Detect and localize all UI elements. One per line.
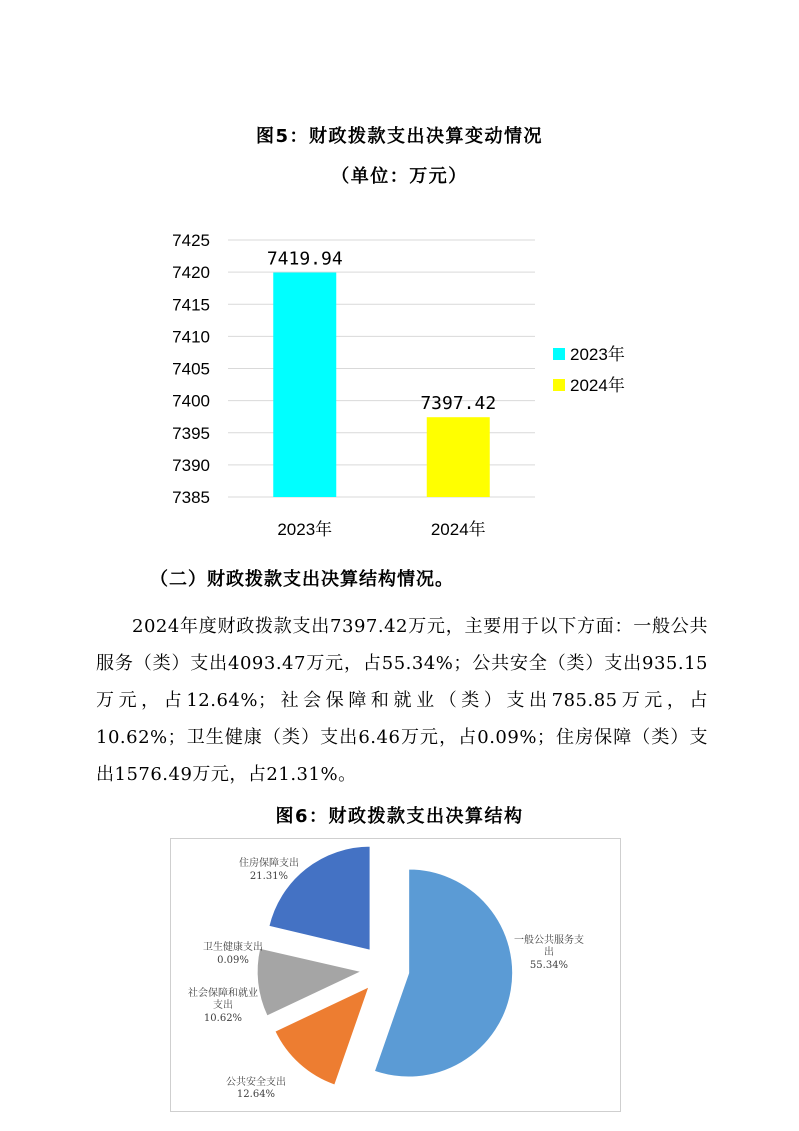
bar-chart <box>150 220 650 540</box>
y-tick-label: 7420 <box>172 263 210 283</box>
pie-slices <box>257 846 513 1085</box>
y-tick-label: 7385 <box>172 488 210 507</box>
figure6-title: 图6：财政拨款支出决算结构 <box>275 806 524 827</box>
pct-social: 10.62% <box>203 1013 243 1024</box>
y-tick-label: 7390 <box>172 455 210 475</box>
label-health: 卫生健康支出 <box>203 942 263 953</box>
y-tick-label: 7410 <box>172 327 210 347</box>
y-tick-label: 7425 <box>172 231 210 250</box>
legend-swatch <box>553 379 565 391</box>
label-social-2: 支出 <box>213 1000 233 1011</box>
y-tick-label: 7400 <box>172 391 210 411</box>
slice-一般公共服务支出 <box>374 869 512 1077</box>
figure5-unit: （单位：万元） <box>331 166 468 187</box>
bars <box>273 273 490 497</box>
legend-label: 2024年 <box>570 376 625 395</box>
label-security: 公共安全支出 <box>226 1077 286 1088</box>
bar-2024年 <box>427 417 490 497</box>
label-social-1: 社会保障和就业 <box>188 988 258 999</box>
data-label: 7419.94 <box>266 248 343 270</box>
bar-2023年 <box>273 273 336 497</box>
label-housing: 住房保障支出 <box>239 858 299 869</box>
x-axis-ticks <box>277 519 485 539</box>
pie-chart <box>171 839 620 1111</box>
x-tick-label: 2023年 <box>277 520 333 539</box>
x-tick-label: 2024年 <box>430 520 486 539</box>
section-heading: （二）财政拨款支出决算结构情况。 <box>150 569 454 590</box>
pct-housing: 21.31% <box>249 871 289 882</box>
legend-label: 2023年 <box>570 345 625 364</box>
y-axis-ticks <box>172 231 210 507</box>
pct-health: 0.09% <box>217 955 249 966</box>
y-tick-label: 7395 <box>172 423 210 443</box>
pie-chart-frame <box>170 838 621 1112</box>
y-tick-label: 7415 <box>172 295 210 315</box>
pct-security: 12.64% <box>236 1089 276 1100</box>
legend-swatch <box>553 348 565 360</box>
legend <box>553 344 625 395</box>
label-general-2: 出 <box>544 947 554 958</box>
figure5-title: 图5：财政拨款支出决算变动情况 <box>255 126 544 147</box>
data-label: 7397.42 <box>420 393 497 415</box>
pct-general: 55.34% <box>529 960 569 971</box>
body-paragraph: 2024年度财政拨款支出7397.42万元，主要用于以下方面：一般公共服务（类）支出4093.47万元，占55.34%；公共安全（类）支出935.15万元，占12.64%；社会保障和就业（类）支出785.85万元，占10.62%；卫生健康（类）支出6.46万元，占0.09%；住房保障（类）支出1576.49万元，占21.31%。 <box>96 616 708 785</box>
y-tick-label: 7405 <box>172 359 210 379</box>
label-general-1: 一般公共服务支 <box>514 935 584 946</box>
